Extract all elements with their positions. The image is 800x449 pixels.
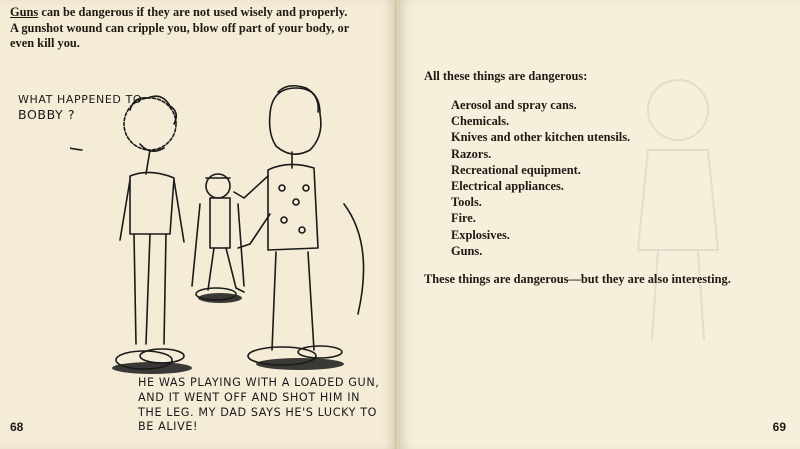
page-number-right: 69 (772, 420, 786, 434)
list-item: Guns. (451, 243, 483, 258)
list-item: Explosives. (451, 227, 510, 242)
page-number-left: 68 (10, 420, 24, 434)
intro-text: can be dangerous if they are not used wisely and properly. A gunshot wound can cripple you, blow off part of your body, or even kill you. (10, 5, 349, 50)
boy-curly-hair-figure (116, 96, 184, 369)
list-item: Electrical appliances. (451, 178, 564, 193)
list-item: Razors. (451, 146, 492, 161)
right-page (398, 0, 800, 449)
list-item: Tools. (451, 195, 482, 210)
left-page (0, 0, 398, 449)
boy-speaking-figure (234, 86, 364, 365)
closing-sentence: These things are dangerous—but they are also interesting. (424, 271, 731, 286)
list-item: Chemicals. (451, 114, 510, 129)
speech-answer-line: HE WAS PLAYING WITH A LOADED GUN, (138, 376, 380, 389)
speech-answer-line: BE ALIVE! (138, 420, 199, 434)
speech-pointer (70, 114, 82, 150)
speech-answer-line: THE LEG. MY DAD SAYS HE'S LUCKY TO (138, 405, 378, 419)
section-heading: All these things are dangerous: (424, 69, 588, 83)
intro-paragraph (10, 5, 355, 52)
speech-answer-line: AND IT WENT OFF AND SHOT HIM IN (138, 390, 361, 404)
list-item: Fire. (451, 211, 476, 226)
speech-answer (138, 376, 398, 435)
list-item: Knives and other kitchen utensils. (451, 130, 631, 145)
list-item: Recreational equipment. (451, 162, 581, 177)
list-item: Aerosol and spray cans. (451, 98, 577, 112)
speech-question-line: BOBBY ? (18, 107, 76, 122)
dangerous-things-section (424, 68, 784, 287)
cartoon-illustration (70, 84, 370, 384)
speech-question-line: WHAT HAPPENED TO (18, 93, 143, 106)
dangerous-things-list (424, 97, 784, 259)
intro-lead-word: Guns (10, 5, 39, 19)
